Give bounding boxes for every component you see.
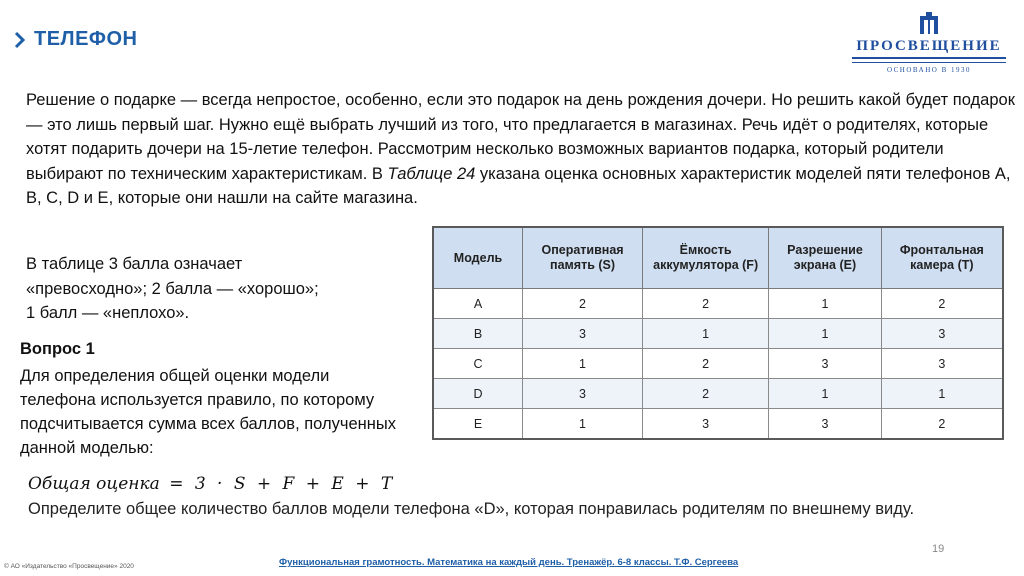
table-cell: 3 — [643, 409, 769, 440]
intro-text-1: Решение о подарке — всегда непростое, особенно, если это подарок на день рождения дочери. Но решить какой будет подарок — это лишь первый шаг. Нужно ещё выбрать лучший из того, что предлагается в магазинах. Речь идёт о родителях, которые хотят подарить дочери на 15-летие телефон. Рассмотрим несколько возможных вариантов подарка, который родители выбирают по техническим характеристикам. В — [26, 91, 1015, 183]
formula-label: Общая оценка — [28, 474, 160, 494]
table-cell: C — [433, 349, 523, 379]
slide-header — [14, 28, 138, 51]
table-cell: 3 — [769, 409, 881, 440]
table-row — [433, 379, 1003, 409]
table-cell: A — [433, 289, 523, 319]
table-cell: 3 — [769, 349, 881, 379]
col-header-memory: Оперативная память (S) — [523, 227, 643, 289]
table-cell: 2 — [881, 289, 1003, 319]
footer-book-link[interactable]: Функциональная грамотность. Математика на каждый день. Тренажёр. 6-8 классы. Т.Ф. Сергеева — [279, 557, 739, 568]
table-row — [433, 289, 1003, 319]
table-cell: 2 — [881, 409, 1003, 440]
table-cell: 1 — [881, 379, 1003, 409]
score-formula — [28, 474, 392, 494]
legend-line-3: 1 балл — «неплохо». — [26, 304, 190, 322]
question-title: Вопрос 1 — [20, 340, 95, 358]
col-header-model: Модель — [433, 227, 523, 289]
table-cell: 2 — [643, 289, 769, 319]
table-cell: 1 — [769, 319, 881, 349]
publisher-logo — [846, 12, 1012, 76]
col-header-screen: Разрешение экрана (E) — [769, 227, 881, 289]
table-cell: D — [433, 379, 523, 409]
table-cell: 3 — [523, 379, 643, 409]
table-cell: B — [433, 319, 523, 349]
page-number: 19 — [932, 543, 945, 555]
table-cell: 1 — [769, 289, 881, 319]
table-cell: 3 — [523, 319, 643, 349]
table-row — [433, 319, 1003, 349]
table-cell: 2 — [523, 289, 643, 319]
question-task: Определите общее количество баллов модели телефона «D», которая понравилась родителям по внешнему виду. — [28, 500, 915, 518]
score-legend — [26, 252, 416, 326]
question-body: Для определения общей оценки модели телефона используется правило, по которому подсчитывается сумма всех баллов, полученных данной моделью: — [20, 367, 396, 457]
formula-expression: = 3 · S + F + E + T — [169, 474, 393, 494]
legend-line-1: В таблице 3 балла означает — [26, 255, 243, 273]
logo-subtitle: ОСНОВАНО В 1930 — [887, 66, 971, 74]
table-header-row — [433, 227, 1003, 289]
intro-text-2: указана оценка основных характеристик моделей пяти телефонов A, B, C, D и E, которые они нашли на сайте магазина. — [26, 164, 1011, 207]
prosveshchenie-logo-icon — [918, 12, 940, 36]
slide-title: ТЕЛЕФОН — [34, 28, 138, 50]
table-cell: E — [433, 409, 523, 440]
col-header-camera: Фронтальная камера (T) — [881, 227, 1003, 289]
intro-paragraph — [26, 88, 1016, 211]
table-cell: 3 — [881, 349, 1003, 379]
table-cell: 3 — [881, 319, 1003, 349]
table-cell: 1 — [769, 379, 881, 409]
table-row — [433, 409, 1003, 440]
legend-line-2: «превосходно»; 2 балла — «хорошо»; — [26, 279, 319, 298]
logo-name: ПРОСВЕЩЕНИЕ — [856, 38, 1002, 54]
copyright-text: © АО «Издательство «Просвещение» 2020 — [4, 563, 134, 570]
col-header-battery: Ёмкость аккумулятора (F) — [643, 227, 769, 289]
chevron-right-icon — [14, 31, 26, 49]
table-cell: 2 — [643, 379, 769, 409]
logo-divider — [852, 57, 1006, 63]
phone-ratings-table — [432, 226, 1004, 440]
intro-table-ref: Таблице 24 — [387, 164, 476, 183]
table-cell: 1 — [523, 349, 643, 379]
table-row — [433, 349, 1003, 379]
table-cell: 1 — [643, 319, 769, 349]
table-cell: 1 — [523, 409, 643, 440]
table-cell: 2 — [643, 349, 769, 379]
